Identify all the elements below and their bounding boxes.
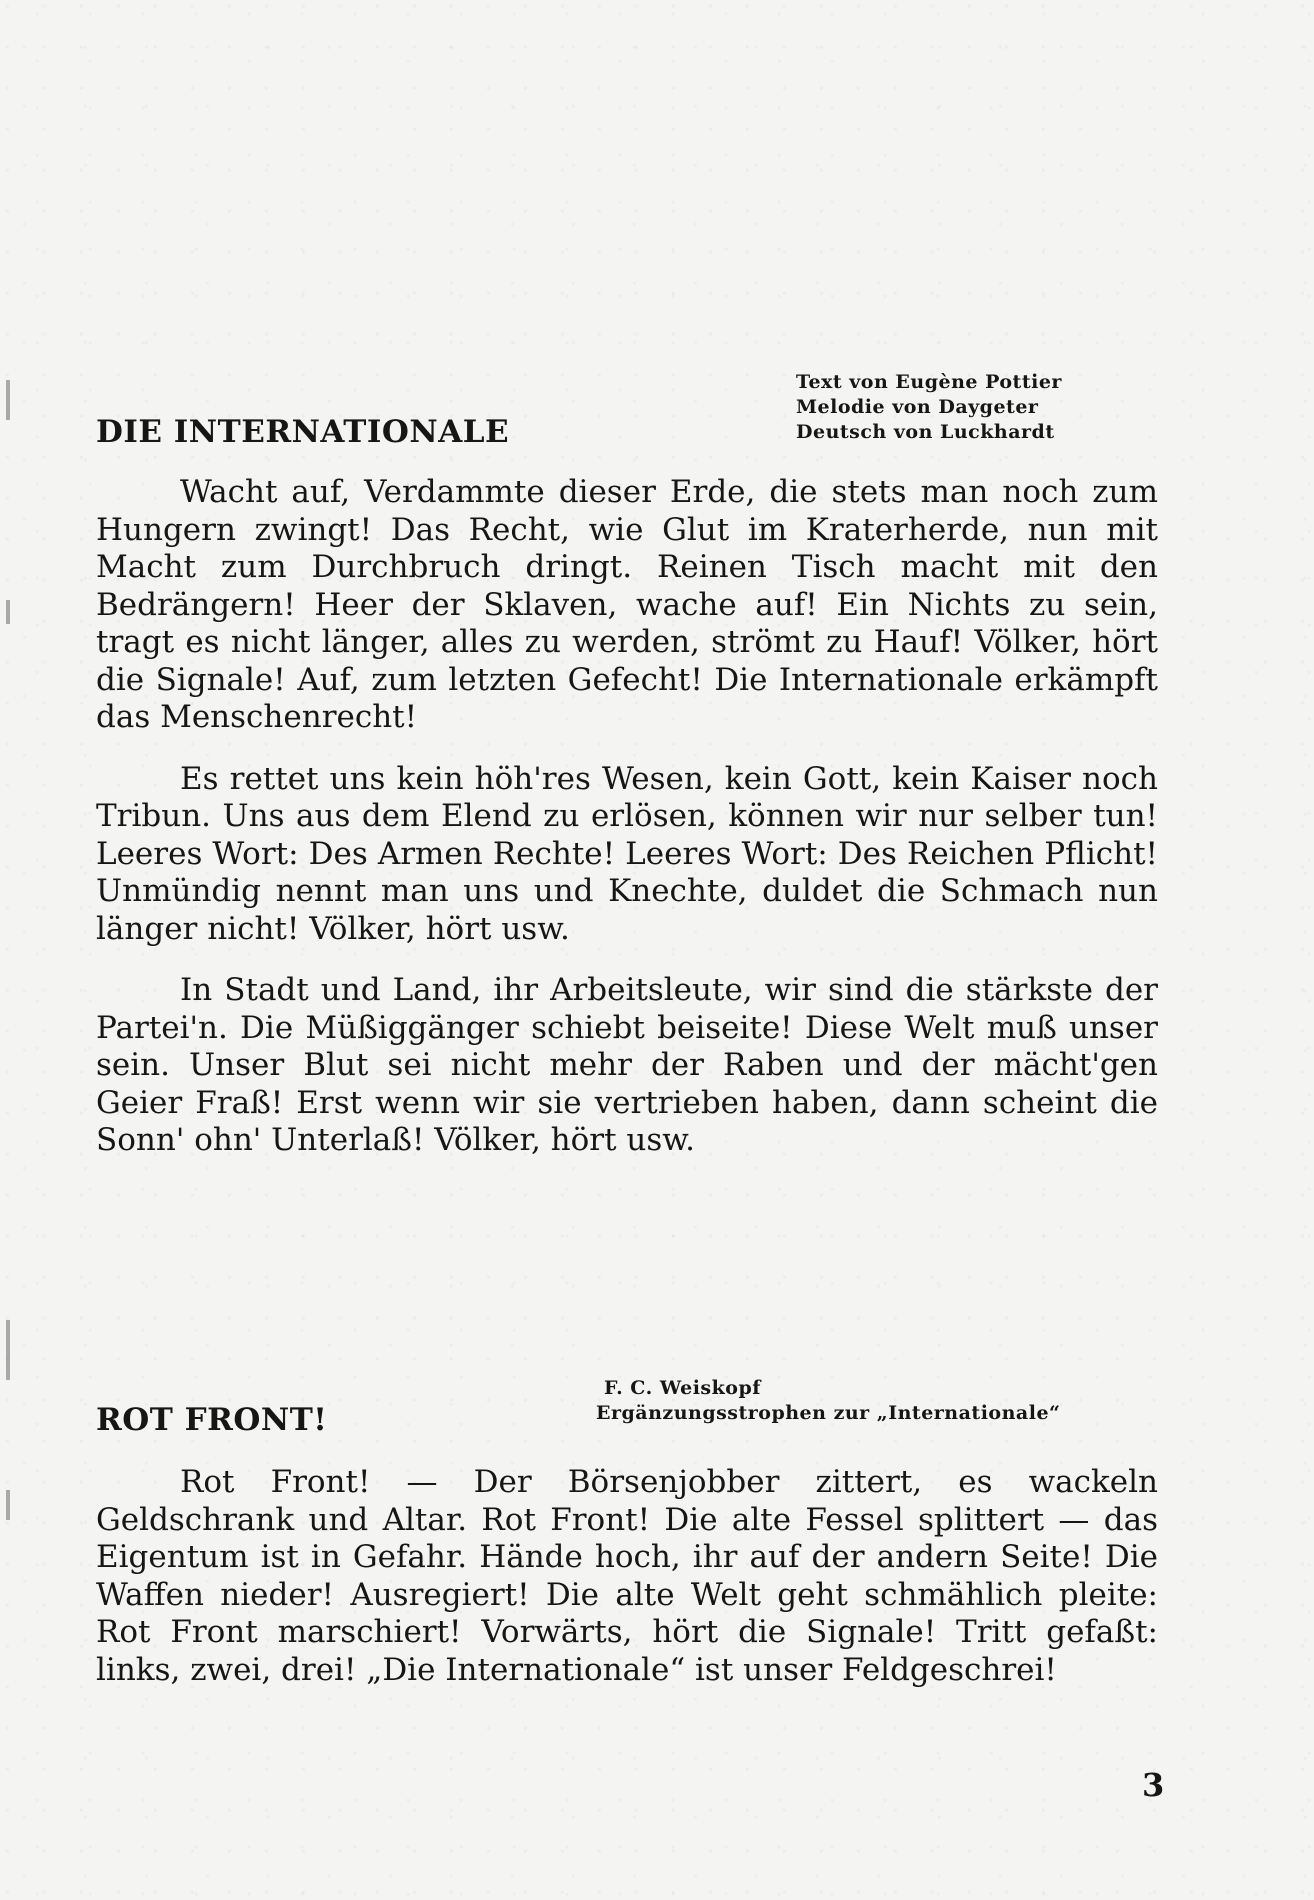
credit-line: Deutsch von Luckhardt <box>796 421 1055 443</box>
section-heading-internationale <box>96 370 1164 456</box>
credit-line: Ergänzungsstrophen zur „Internationale“ <box>596 1402 1061 1424</box>
verse-paragraph: Wacht auf, Verdammte dieser Erde, die stets man noch zum Hungern zwingt! Das Recht, wie Glut im Kraterherde, nun mit Macht zum Durchbruch dringt. Reinen Tisch macht mit den Bedrängern! Heer der Sklaven, wache auf! Ein Nichts zu sein, tragt es nicht länger, alles zu werden, strömt zu Hauf! Völker, hört die Signale! Auf, zum letzten Gefecht! Die Internationale erkämpft das Menschenrecht! <box>96 474 1158 735</box>
section-title: ROT FRONT! <box>96 1402 328 1438</box>
edge-mark <box>6 380 10 420</box>
verse-paragraph: In Stadt und Land, ihr Arbeitsleute, wir sind die stärkste der Partei'n. Die Müßiggänger schiebt beiseite! Diese Welt muß unser sein. Unser Blut sei nicht mehr der Raben und der mächt'gen Geier Fraß! Erst wenn wir sie vertrieben haben, dann scheint die Sonn' ohn' Unterlaß! Völker, hört usw. <box>96 972 1158 1158</box>
credit-line: Melodie von Daygeter <box>796 396 1039 418</box>
page-number: 3 <box>1142 1766 1165 1804</box>
song-credits <box>796 370 1062 445</box>
section-title: DIE INTERNATIONALE <box>96 414 510 450</box>
section-body-internationale <box>96 474 1158 1160</box>
credit-line: Text von Eugène Pottier <box>796 371 1062 393</box>
edge-mark <box>6 1320 10 1380</box>
song-credits <box>596 1376 1060 1426</box>
edge-mark <box>6 600 10 624</box>
edge-mark <box>6 1490 10 1520</box>
credit-line: F. C. Weiskopf <box>604 1377 761 1399</box>
section-body-rot-front <box>96 1464 1158 1689</box>
section-heading-rot-front <box>96 1376 1164 1452</box>
verse-paragraph: Rot Front! — Der Börsenjobber zittert, es wackeln Geldschrank und Altar. Rot Front! Die alte Fessel splittert — das Eigentum ist in Gefahr. Hände hoch, ihr auf der andern Seite! Die Waffen nieder! Ausregiert! Die alte Welt geht schmählich pleite: Rot Front marschiert! Vorwärts, hört die Signale! Tritt gefaßt: links, zwei, drei! „Die Internationale“ ist unser Feldgeschrei! <box>96 1464 1158 1688</box>
verse-paragraph: Es rettet uns kein höh'res Wesen, kein Gott, kein Kaiser noch Tribun. Uns aus dem Elend zu erlösen, können wir nur selber tun! Leeres Wort: Des Armen Rechte! Leeres Wort: Des Reichen Pflicht! Unmündig nennt man uns und Knechte, duldet die Schmach nun länger nicht! Völker, hört usw. <box>96 760 1158 947</box>
